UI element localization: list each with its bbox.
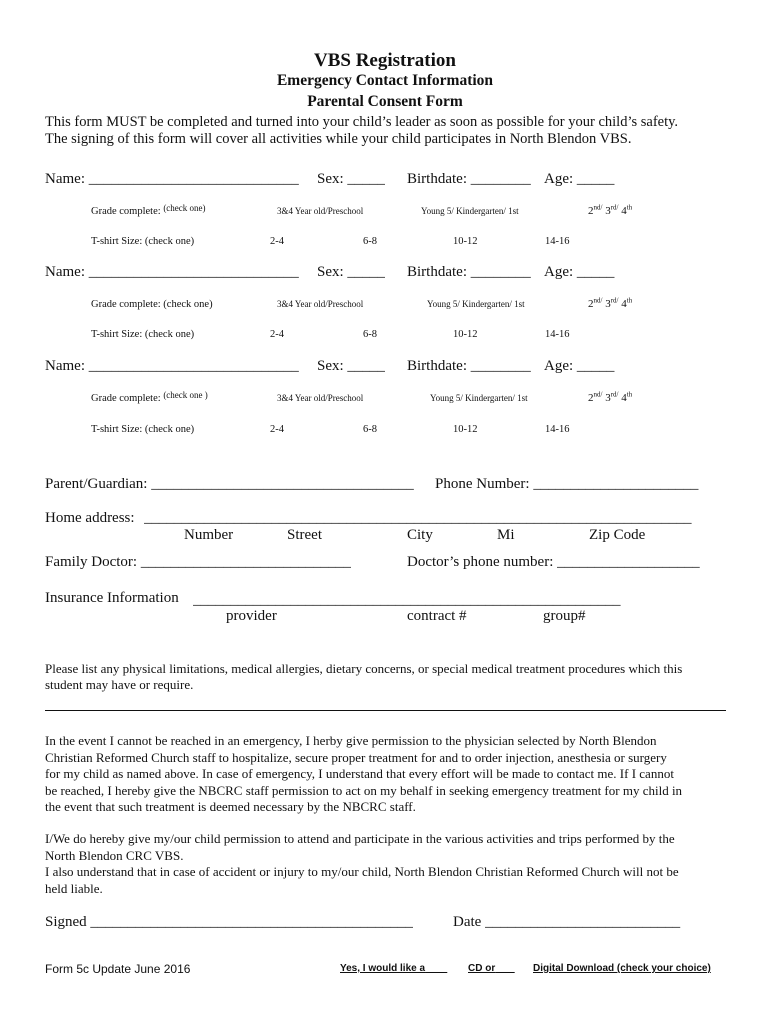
insurance-field[interactable]: _________________________________________________________ <box>193 592 621 608</box>
tshirt-option-10-12[interactable]: 10-12 <box>453 236 478 247</box>
child-birthdate-field[interactable]: Birthdate: ________ <box>407 358 531 374</box>
grade-label: Grade complete: (check one) <box>91 299 213 310</box>
doctor-phone-field[interactable]: Doctor’s phone number: ___________________ <box>407 554 700 570</box>
child-entry-1 <box>0 171 770 251</box>
consent-paragraph-emergency <box>45 733 682 816</box>
tshirt-option-2-4[interactable]: 2-4 <box>270 424 284 435</box>
intro-line-1: This form MUST be completed and turned into your child’s leader as soon as possible for your child’s safety. <box>45 114 679 130</box>
tshirt-option-6-8[interactable]: 6-8 <box>363 424 377 435</box>
child-sex-field[interactable]: Sex: _____ <box>317 264 385 280</box>
consent-paragraph-activities <box>45 831 679 897</box>
child-age-field[interactable]: Age: _____ <box>544 171 615 187</box>
consent-line: the event that such treatment is deemed necessary by the NBCRC staff. <box>45 799 416 814</box>
tshirt-size-label: T-shirt Size: (check one) <box>91 424 195 435</box>
tshirt-option-2-4[interactable]: 2-4 <box>270 329 284 340</box>
insurance-label: Insurance Information <box>45 590 179 606</box>
form-version-note: Form 5c Update June 2016 <box>45 962 191 976</box>
consent-line: Christian Reformed Church staff to hospitalize, secure proper treatment for and to order injection, anesthesia or surgery <box>45 749 667 765</box>
consent-line: In the event I cannot be reached in an emergency, I herby give permission to the physician selected by North Blendon <box>45 733 657 748</box>
grade-option-2nd-3rd-4th[interactable]: $2^{nd/}$ $3^{rd/}$ 4th <box>588 203 633 217</box>
child-sex-field[interactable]: Sex: _____ <box>317 171 385 187</box>
child-entry-3 <box>0 358 770 438</box>
tshirt-size-label: T-shirt Size: (check one) <box>91 236 195 247</box>
tshirt-option-2-4[interactable]: 2-4 <box>270 236 284 247</box>
grade-label: Grade complete: (check one) <box>91 203 206 217</box>
child-name-field[interactable]: Name: ____________________________ <box>45 264 299 280</box>
medical-prompt-line-1: Please list any physical limitations, medical allergies, dietary concerns, or special medical treatment procedures which this <box>45 661 683 676</box>
grade-option-preschool[interactable]: 3&4 Year old/Preschool <box>277 393 364 403</box>
cd-opt-in-text[interactable]: Yes, I would like a <box>340 963 426 974</box>
medical-prompt-line-2: student may have or require. <box>45 677 194 692</box>
insurance-group-caption: group# <box>543 608 586 624</box>
child-birthdate-field[interactable]: Birthdate: ________ <box>407 264 531 280</box>
parent-guardian-field[interactable]: Parent/Guardian: ___________________________________ <box>45 476 414 492</box>
grade-option-kindergarten[interactable]: Young 5/ Kindergarten/ 1st <box>427 299 525 309</box>
intro-line-2: The signing of this form will cover all activities while your child participates in North Blendon VBS. <box>45 131 632 147</box>
grade-option-kindergarten[interactable]: Young 5/ Kindergarten/ 1st <box>430 393 528 403</box>
tshirt-option-14-16[interactable]: 14-16 <box>545 236 570 247</box>
consent-line: held liable. <box>45 880 103 896</box>
form-subtitle-emergency: Emergency Contact Information <box>276 72 494 89</box>
child-name-field[interactable]: Name: ____________________________ <box>45 358 299 374</box>
child-name-field[interactable]: Name: ____________________________ <box>45 171 299 187</box>
child-birthdate-field[interactable]: Birthdate: ________ <box>407 171 531 187</box>
digital-download-option[interactable]: Digital Download (check your choice) <box>533 963 711 974</box>
phone-number-field[interactable]: Phone Number: ______________________ <box>435 476 699 492</box>
child-age-field[interactable]: Age: _____ <box>544 358 615 374</box>
grade-label: Grade complete: (check one ) <box>91 390 208 404</box>
home-address-label: Home address: <box>45 510 135 526</box>
tshirt-option-14-16[interactable]: 14-16 <box>545 424 570 435</box>
tshirt-option-6-8[interactable]: 6-8 <box>363 236 377 247</box>
tshirt-option-14-16[interactable]: 14-16 <box>545 329 570 340</box>
consent-line: I also understand that in case of accident or injury to my/our child, North Blendon Christian Reformed Church will not be <box>45 864 679 879</box>
grade-option-2nd-3rd-4th[interactable]: $2^{nd/}$ $3^{rd/}$ 4th <box>588 296 633 310</box>
grade-option-2nd-3rd-4th[interactable]: $2^{nd/}$ $3^{rd/}$ 4th <box>588 390 633 404</box>
address-zip-caption: Zip Code <box>589 527 646 543</box>
tshirt-size-label: T-shirt Size: (check one) <box>91 329 195 340</box>
cd-option[interactable]: CD or <box>468 963 496 974</box>
grade-option-preschool[interactable]: 3&4 Year old/Preschool <box>277 299 364 309</box>
child-sex-field[interactable]: Sex: _____ <box>317 358 385 374</box>
form-subtitle-consent: Parental Consent Form <box>307 93 463 110</box>
child-entry-2 <box>0 264 770 344</box>
grade-option-kindergarten[interactable]: Young 5/ Kindergarten/ 1st <box>421 206 519 216</box>
tshirt-option-10-12[interactable]: 10-12 <box>453 424 478 435</box>
home-address-field[interactable]: _________________________________________________________________________ <box>144 510 692 526</box>
consent-line: be reached, I hereby give the NBCRC staff permission to act on my behalf in seeking emergency treatment for my child in <box>45 782 683 798</box>
tshirt-option-6-8[interactable]: 6-8 <box>363 329 377 340</box>
address-city-caption: City <box>407 527 433 543</box>
insurance-contract-caption: contract # <box>407 608 467 624</box>
child-age-field[interactable]: Age: _____ <box>544 264 615 280</box>
address-number-caption: Number <box>184 527 234 543</box>
consent-line: I/We do hereby give my/our child permission to attend and participate in the various activities and trips performed by the <box>45 831 675 846</box>
medical-response-line[interactable] <box>45 710 726 711</box>
family-doctor-field[interactable]: Family Doctor: ____________________________ <box>45 554 351 570</box>
consent-line: for my child as named above. In case of emergency, I understand that every effort will be made to contact me. If I cannot <box>45 766 674 781</box>
consent-line: North Blendon CRC VBS. <box>45 847 184 863</box>
signature-field[interactable]: Signed ___________________________________________ <box>45 914 413 930</box>
address-mi-caption: Mi <box>497 527 515 543</box>
address-street-caption: Street <box>287 527 322 543</box>
form-title: VBS Registration <box>314 50 456 71</box>
tshirt-option-10-12[interactable]: 10-12 <box>453 329 478 340</box>
grade-option-preschool[interactable]: 3&4 Year old/Preschool <box>277 206 364 216</box>
insurance-provider-caption: provider <box>226 608 277 624</box>
date-field[interactable]: Date __________________________ <box>453 914 681 930</box>
